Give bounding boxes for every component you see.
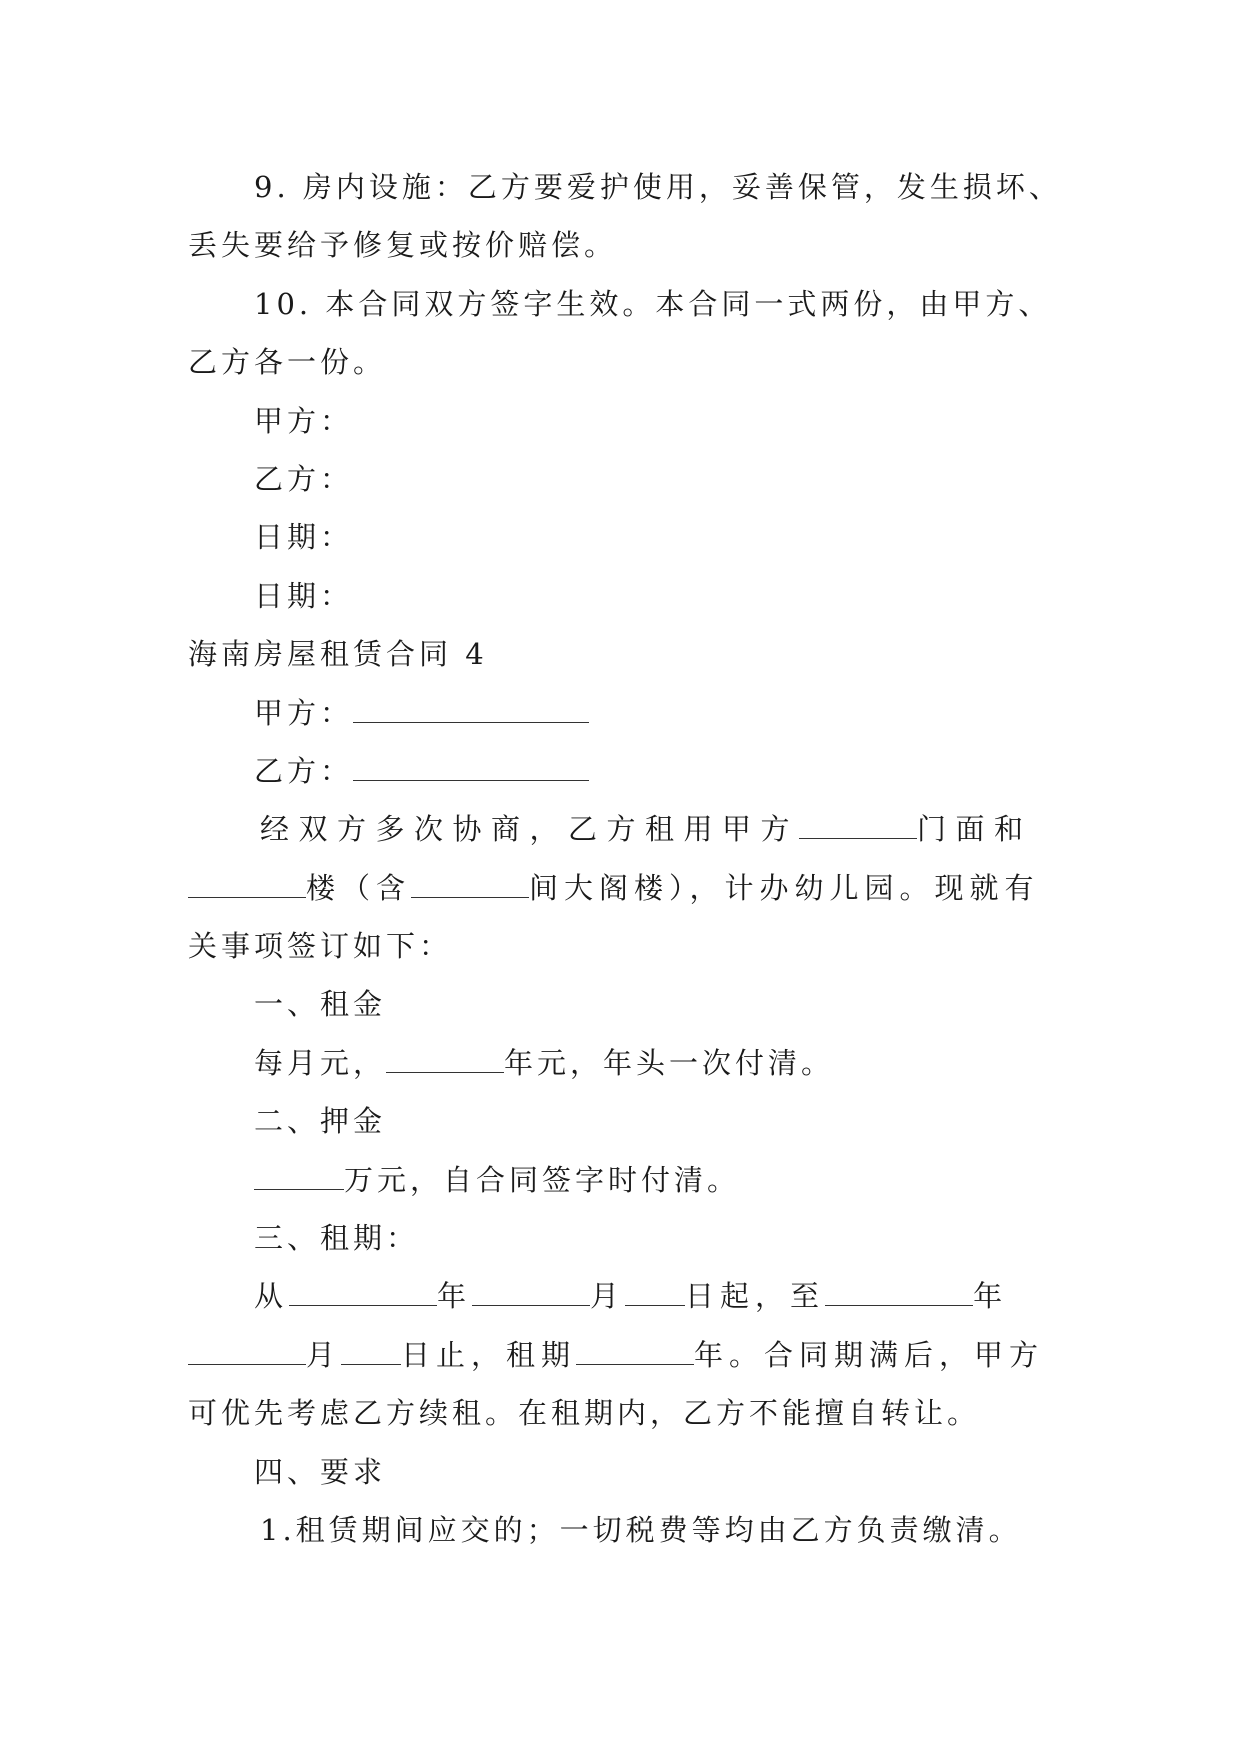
rent-text-1: 每月元，	[254, 1045, 387, 1080]
term-month-1: 月	[590, 1279, 626, 1314]
term-blank-month-1	[472, 1281, 590, 1306]
intro-text-1: 经双方多次协商，乙方租用甲方	[260, 812, 800, 847]
term-year-2: 年	[973, 1279, 1009, 1314]
term-day-2: 日止，租期	[401, 1337, 577, 1372]
term-blank-day-1	[625, 1281, 685, 1306]
requirements-item-1: 1.租赁期间应交的；一切税费等均由乙方负责缴清。	[260, 1512, 1022, 1547]
intro-line-1	[188, 800, 1068, 858]
term-line-1	[188, 1267, 1068, 1325]
intro-text-2: 门面和	[917, 812, 1033, 847]
rent-text-2: 年元，年头一次付清。	[504, 1045, 835, 1080]
signature-party-a: 甲方：	[254, 403, 354, 438]
signature-date-2: 日期：	[254, 578, 354, 613]
signature-date-1: 日期：	[254, 520, 354, 555]
clause-10-line-1: 10. 本合同双方签字生效。本合同一式两份，由甲方、	[254, 286, 1052, 321]
party-a-label: 甲方：	[254, 695, 354, 730]
term-day-1: 日起，至	[685, 1279, 826, 1314]
clause-10-line-2: 乙方各一份。	[188, 345, 387, 380]
rent-heading: 一、租金	[254, 987, 387, 1022]
term-from: 从	[254, 1279, 290, 1314]
party-a-blank	[353, 698, 589, 723]
clause-9-line-2: 丢失要给予修复或按价赔偿。	[188, 228, 618, 263]
intro-line-2	[188, 859, 1068, 917]
rent-blank	[386, 1048, 504, 1073]
intro-line-3: 关事项签订如下：	[188, 929, 453, 964]
clause-9-line-1: 9. 房内设施：乙方要爱护使用，妥善保管，发生损坏、	[254, 170, 1062, 204]
deposit-blank	[254, 1165, 344, 1190]
document-page	[188, 158, 1068, 1559]
party-a-line	[188, 684, 1068, 742]
term-heading: 三、租期：	[254, 1221, 420, 1256]
term-blank-duration	[576, 1340, 694, 1365]
term-blank-year-2	[825, 1281, 973, 1306]
intro-text-4: 间大阁楼），计办幼儿园。现就有	[529, 870, 1040, 905]
signature-party-b: 乙方：	[254, 461, 354, 496]
intro-blank-1	[799, 814, 917, 839]
intro-text-3: 楼（含	[306, 870, 412, 905]
deposit-text: 万元，自合同签字时付清。	[344, 1162, 741, 1197]
term-blank-day-2	[341, 1340, 401, 1365]
deposit-heading: 二、押金	[254, 1104, 387, 1139]
requirements-heading: 四、要求	[254, 1454, 387, 1489]
term-month-2: 月	[306, 1337, 342, 1372]
term-line-3: 可优先考虑乙方续租。在租期内，乙方不能擅自转让。	[188, 1396, 981, 1431]
intro-blank-2	[188, 873, 306, 898]
term-blank-year-1	[289, 1281, 437, 1306]
party-b-line	[188, 742, 1068, 800]
term-blank-month-2	[188, 1340, 306, 1365]
term-year-1: 年	[437, 1279, 473, 1314]
deposit-line	[188, 1151, 1068, 1209]
party-b-blank	[353, 756, 589, 781]
contract-title: 海南房屋租赁合同 4	[188, 637, 488, 672]
party-b-label: 乙方：	[254, 753, 354, 788]
intro-blank-3	[411, 873, 529, 898]
rent-line	[188, 1034, 1068, 1092]
term-line-2	[188, 1326, 1068, 1384]
term-tail: 年。合同期满后，甲方	[694, 1337, 1045, 1372]
